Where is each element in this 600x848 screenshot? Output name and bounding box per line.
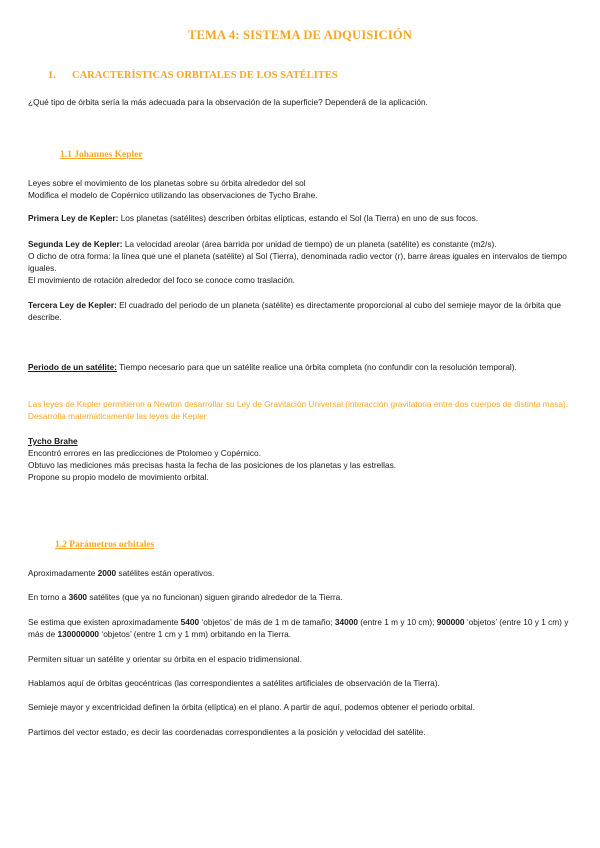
intro-paragraph: ¿Qué tipo de órbita sería la más adecuada para la observación de la superficie? Dependerá de la aplicación. — [28, 97, 428, 107]
first-law-paragraph — [28, 212, 578, 224]
params-p3-number-3: 900000 — [436, 617, 465, 627]
params-p2-number: 3600 — [68, 592, 88, 602]
tycho-line-2: Obtuvo las mediciones más precisas hasta la fecha de las posiciones de los planetas y las estrellas. — [28, 460, 397, 470]
second-law-line-3: El movimiento de rotación alrededor del foco se conoce como traslación. — [28, 275, 296, 285]
params-p7: Partimos del vector estado, es decir las coordenadas correspondientes a la posición y velocidad del satélite. — [28, 727, 426, 737]
params-p3-text-c: ‘objetos’ de más de 1 m de tamaño; — [199, 617, 335, 627]
kepler-intro — [28, 177, 578, 201]
second-law-paragraph — [28, 238, 578, 286]
second-law-label: Segunda Ley de Kepler: — [28, 239, 123, 249]
section-heading — [48, 70, 338, 81]
page-title: TEMA 4: SISTEMA DE ADQUISICIÓN — [187, 28, 413, 42]
tycho-line-3: Propone su propio modelo de movimiento orbital. — [28, 472, 209, 482]
kepler-line-1: Leyes sobre el movimiento de los planetas sobre su órbita alrededor del sol — [28, 178, 306, 188]
params-p1-text-a: Aproximadamente — [28, 568, 98, 578]
params-p1-number: 2000 — [97, 568, 117, 578]
params-p3-number-4: 130000000 — [57, 629, 100, 639]
params-p3 — [28, 616, 578, 640]
params-p3-text-g: ‘objetos’ (entre 10 y 1 cm) y más de — [28, 617, 569, 639]
newton-note: Las leyes de Kepler permitieron a Newton desarrollar su Ley de Gravitación Universal (interacción gravitatoria entre dos cuerpos de distinta masa). Desarrolla matemáticamente las leyes de Kepler — [28, 399, 569, 421]
kepler-line-2: Modifica el modelo de Copérnico utilizando las observaciones de Tycho Brahe. — [28, 190, 318, 200]
params-p3-text-a: Se estima que existen aproximadamente — [28, 617, 181, 627]
params-p4: Permiten situar un satélite y orientar su órbita en el espacio tridimensional. — [28, 654, 302, 664]
params-p3-number-2: 34000 — [334, 617, 358, 627]
third-law-paragraph — [28, 299, 578, 323]
params-heading: 1.2 Parámetros orbitales — [55, 540, 155, 550]
tycho-line-1: Encontró errores en las predicciones de Ptolomeo y Copérnico. — [28, 448, 261, 458]
first-law-text: Los planetas (satélites) describen órbitas elípticas, estando el Sol (la Tierra) en uno de sus focos. — [118, 213, 479, 223]
tycho-section — [28, 435, 578, 483]
params-p5: Hablamos aquí de órbitas geocéntricas (las correspondientes a satélites artificiales de observación de la Tierra). — [28, 678, 440, 688]
params-p1 — [28, 567, 578, 579]
params-p2-text-c: satélites (que ya no funcionan) siguen girando alrededor de la Tierra. — [87, 592, 343, 602]
first-law-label: Primera Ley de Kepler: — [28, 213, 119, 223]
kepler-heading: 1.1 Johannes Kepler — [60, 150, 143, 160]
params-p2-text-a: En torno a — [28, 592, 69, 602]
section-heading-text: CARACTERÍSTICAS ORBITALES DE LOS SATÉLITES — [72, 70, 338, 81]
tycho-heading: Tycho Brahe — [28, 436, 78, 446]
section-number: 1. — [48, 70, 56, 81]
params-p2 — [28, 591, 578, 603]
period-paragraph — [28, 361, 578, 373]
period-text: Tiempo necesario para que un satélite realice una órbita completa (no confundir con la resolución temporal). — [116, 362, 517, 372]
third-law-text: El cuadrado del periodo de un planeta (satélite) es directamente proporcional al cubo del semieje mayor de la órbita que describe. — [28, 300, 562, 322]
second-law-line-2: O dicho de otra forma: la línea que une el planeta (satélite) al Sol (Tierra), denominada radio vector (r), barre áreas iguales en intervalos de tiempo iguales. — [28, 251, 567, 273]
third-law-label: Tercera Ley de Kepler: — [28, 300, 117, 310]
params-p3-number-1: 5400 — [180, 617, 200, 627]
second-law-text: La velocidad areolar (área barrida por unidad de tiempo) de un planeta (satélite) es constante (m2/s). — [122, 239, 497, 249]
params-p1-text-c: satélites están operativos. — [116, 568, 215, 578]
period-label: Periodo de un satélite: — [28, 362, 117, 372]
params-p3-text-e: (entre 1 m y 10 cm); — [357, 617, 437, 627]
params-p3-text-i: ‘objetos’ (entre 1 cm y 1 mm) orbitando en la Tierra. — [99, 629, 292, 639]
params-p6: Semieje mayor y excentricidad definen la órbita (elíptica) en el plano. A partir de aquí, podemos obtener el periodo orbital. — [28, 702, 475, 712]
